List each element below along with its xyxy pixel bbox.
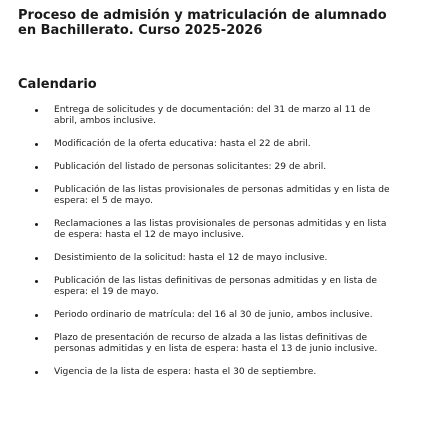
list-item-text: Entrega de solicitudes y de documentación: del 31 de marzo al 11 de abril, ambos inclusive. <box>54 105 371 126</box>
list-item <box>44 185 395 207</box>
list-item-text: Vigencia de la lista de espera: hasta el 30 de septiembre. <box>54 367 317 377</box>
bullet-icon <box>35 280 38 283</box>
list-item <box>44 253 395 264</box>
list-item-text: Desistimiento de la solicitud: hasta el 12 de mayo inclusive. <box>54 253 328 263</box>
list-item-text: Publicación de las listas definitivas de personas admitidas y en lista de espera: el 19 de mayo. <box>54 276 377 297</box>
list-item <box>44 162 395 173</box>
list-item-text: Periodo ordinario de matrícula: del 16 al 30 de junio, ambos inclusive. <box>54 310 373 320</box>
list-item <box>44 105 395 127</box>
calendar-list <box>18 105 409 378</box>
list-item-text: Publicación de las listas provisionales de personas admitidas y en lista de espera: el 5 de mayo. <box>54 185 390 206</box>
list-item <box>44 139 395 150</box>
list-item-text: Modificación de la oferta educativa: hasta el 22 de abril. <box>54 139 311 149</box>
page-title: Proceso de admisión y matriculación de alumnado en Bachillerato. Curso 2025-2026 <box>18 8 387 38</box>
list-item-text: Publicación del listado de personas solicitantes: 29 de abril. <box>54 162 327 172</box>
bullet-icon <box>35 371 38 374</box>
bullet-icon <box>35 166 38 169</box>
bullet-icon <box>35 257 38 260</box>
bullet-icon <box>35 143 38 146</box>
bullet-icon <box>35 337 38 340</box>
list-item-text: Reclamaciones a las listas provisionales de personas admitidas y en lista de espera: hasta el 12 de mayo inclusive. <box>54 219 387 240</box>
list-item <box>44 333 395 355</box>
bullet-icon <box>35 314 38 317</box>
bullet-icon <box>35 109 38 112</box>
list-item <box>44 219 395 241</box>
list-item-text: Plazo de presentación de recurso de alzada a las listas definitivas de personas admitidas y en lista de espera: hasta el 13 de junio inclusive. <box>54 333 378 354</box>
bullet-icon <box>35 223 38 226</box>
bullet-icon <box>35 189 38 192</box>
list-item <box>44 367 395 378</box>
list-item <box>44 310 395 321</box>
calendar-heading: Calendario <box>18 77 97 92</box>
list-item <box>44 276 395 298</box>
